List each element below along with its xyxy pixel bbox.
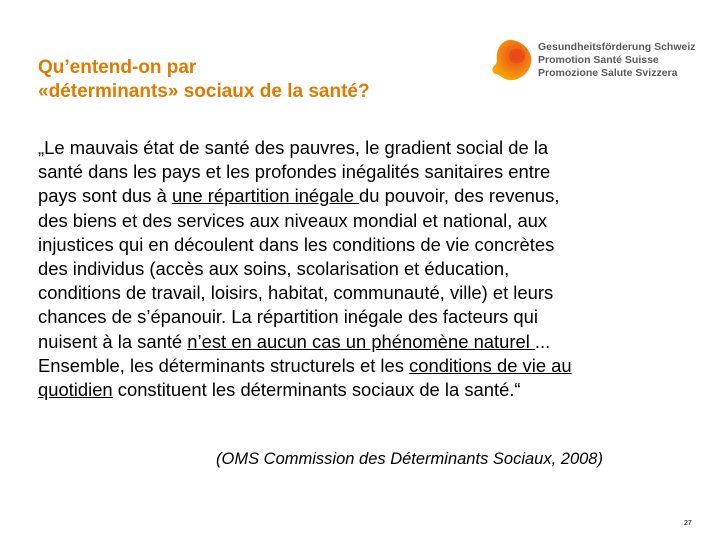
quote-underlined-text: une répartition inégale [171, 185, 360, 207]
logo-line-it: Promozione Salute Svizzera [538, 67, 678, 79]
quote-line: „Le mauvais état de santé des pauvres, le gradient social de la [38, 137, 549, 158]
logo-text [538, 41, 696, 80]
quote-text: du pouvoir, des revenus, [359, 185, 560, 207]
quote-line [38, 378, 710, 402]
quote-line: des biens et des services aux niveaux mondial et national, aux [38, 209, 548, 231]
organization-logo [490, 38, 705, 86]
logo-mark-icon [490, 38, 534, 84]
quote-line: santé dans les pays et les profondes inégalités sanitaires entre [38, 161, 551, 183]
quote-block [38, 136, 710, 402]
logo-line-de: Gesundheitsförderung Schweiz [538, 41, 696, 53]
title-line-2: «déterminants» sociaux de la santé? [38, 81, 370, 102]
quote-line [38, 184, 710, 208]
quote-line: chances de s’épanouir. La répartition inégale des facteurs qui [38, 306, 538, 328]
quote-text: ... [534, 330, 551, 352]
quote-underlined-text: conditions de vie au [409, 354, 572, 376]
quote-underlined-text: n’est en aucun cas un phénomène naturel [187, 330, 535, 352]
quote-line [38, 354, 710, 378]
quote-line [38, 330, 710, 354]
page-number: 27 [684, 520, 692, 527]
quote-line: des individus (accès aux soins, scolarisation et éducation, [38, 258, 510, 280]
citation: (OMS Commission des Déterminants Sociaux, 2008) [216, 450, 603, 468]
logo-line-fr: Promotion Santé Suisse [538, 54, 659, 66]
quote-underlined-text: quotidien [38, 379, 113, 401]
quote-text: nuisent à la santé [38, 330, 188, 352]
quote-text: constituent les déterminants sociaux de la santé.“ [112, 379, 521, 401]
title-line-1: Qu’entend-on par [38, 57, 197, 78]
quote-text: pays sont dus à [38, 185, 172, 207]
slide-title [38, 56, 478, 104]
quote-line: injustices qui en découlent dans les conditions de vie concrètes [38, 233, 555, 255]
quote-text: Ensemble, les déterminants structurels et les [38, 354, 410, 376]
quote-line: conditions de travail, loisirs, habitat, communauté, ville) et leurs [38, 282, 554, 304]
